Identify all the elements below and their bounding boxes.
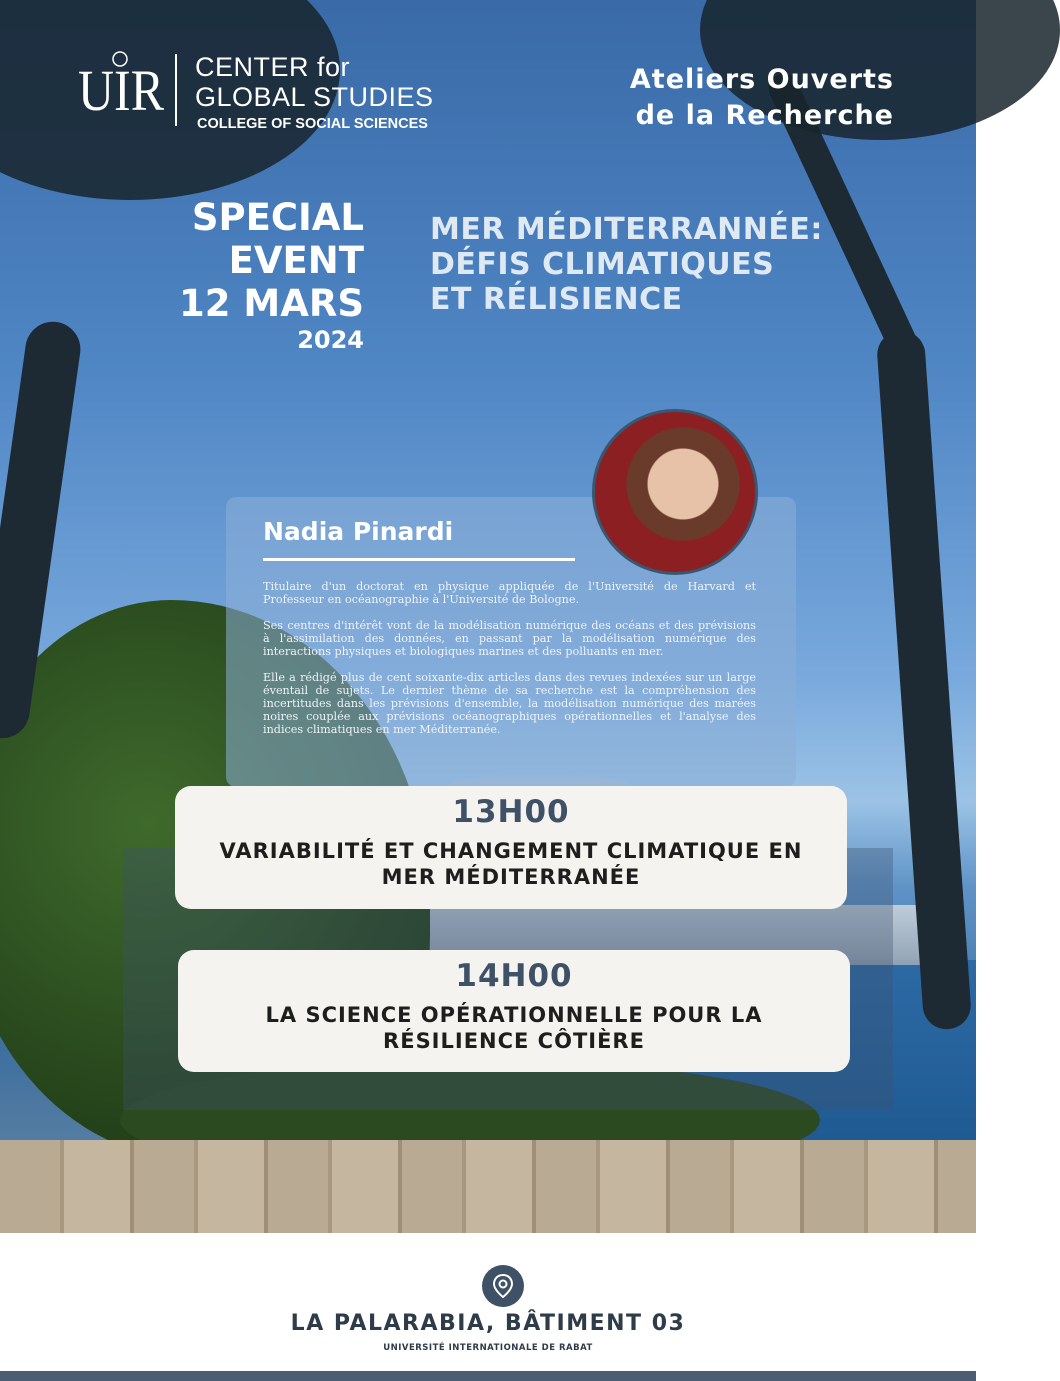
center-name-line2: GLOBAL STUDIES xyxy=(195,82,434,112)
series-line1: Ateliers Ouverts xyxy=(629,64,894,95)
location-pin-icon xyxy=(482,1265,524,1307)
event-label xyxy=(140,196,364,325)
speaker-name: Nadia Pinardi xyxy=(263,517,454,546)
bio-paragraph: Ses centres d'intérêt vont de la modélisation numérique des océans et des prévisions à l'assimilation des données, en passant par la modélisation numérique des interactions physiques et biologiques marines et des polluants en mer. xyxy=(263,619,756,658)
theme-line1: MER MÉDITERRANNÉE: xyxy=(430,212,823,247)
series-title xyxy=(564,62,894,134)
series-line2: de la Recherche xyxy=(635,100,894,131)
uir-logo-text: UIR xyxy=(78,58,165,123)
uir-logo xyxy=(76,50,166,123)
college-name: COLLEGE OF SOCIAL SCIENCES xyxy=(197,116,428,132)
session-title: LA SCIENCE OPÉRATIONNELLE POUR LA RÉSILIENCE CÔTIÈRE xyxy=(265,1003,763,1053)
bio-paragraph: Titulaire d'un doctorat en physique appliquée de l'Université de Harvard et Professeur en océanographie à l'Université de Bologne. xyxy=(263,580,756,606)
session-time: 14H00 xyxy=(455,958,573,994)
session-card-1 xyxy=(175,786,847,909)
session-card-2 xyxy=(178,950,850,1072)
center-name-line1: CENTER for xyxy=(195,52,351,82)
bottom-bar xyxy=(0,1371,976,1381)
venue-university: UNIVERSITÉ INTERNATIONALE DE RABAT xyxy=(383,1343,593,1353)
session-title: VARIABILITÉ ET CHANGEMENT CLIMATIQUE EN MER MÉDITERRANÉE xyxy=(219,839,803,889)
speaker-bio xyxy=(263,580,756,749)
event-label-line1: SPECIAL xyxy=(191,196,364,239)
name-underline xyxy=(263,558,575,561)
event-theme xyxy=(430,212,890,317)
theme-line3: ET RÉLISIENCE xyxy=(430,282,683,317)
bio-paragraph: Elle a rédigé plus de cent soixante-dix articles dans des revues indexées sur un large éventail de sujets. Le dernier thème de sa recherche est la compréhension des incertitudes dans les prévisions d'ensemble, la modélisation numérique des marées noires couplée aux prévisions océanographiques opérationnelles et l'analyse des indices climatiques en mer Méditerranée. xyxy=(263,671,756,736)
event-year: 2024 xyxy=(297,326,364,354)
stone-wall xyxy=(0,1140,976,1233)
session-time: 13H00 xyxy=(452,794,570,830)
venue-place: LA PALARABIA, BÂTIMENT 03 xyxy=(290,1311,686,1336)
logo-divider xyxy=(175,54,177,126)
event-label-line2: EVENT xyxy=(228,239,364,282)
theme-line2: DÉFIS CLIMATIQUES xyxy=(430,247,775,282)
speaker-photo xyxy=(592,409,758,575)
event-date: 12 MARS xyxy=(179,282,364,325)
